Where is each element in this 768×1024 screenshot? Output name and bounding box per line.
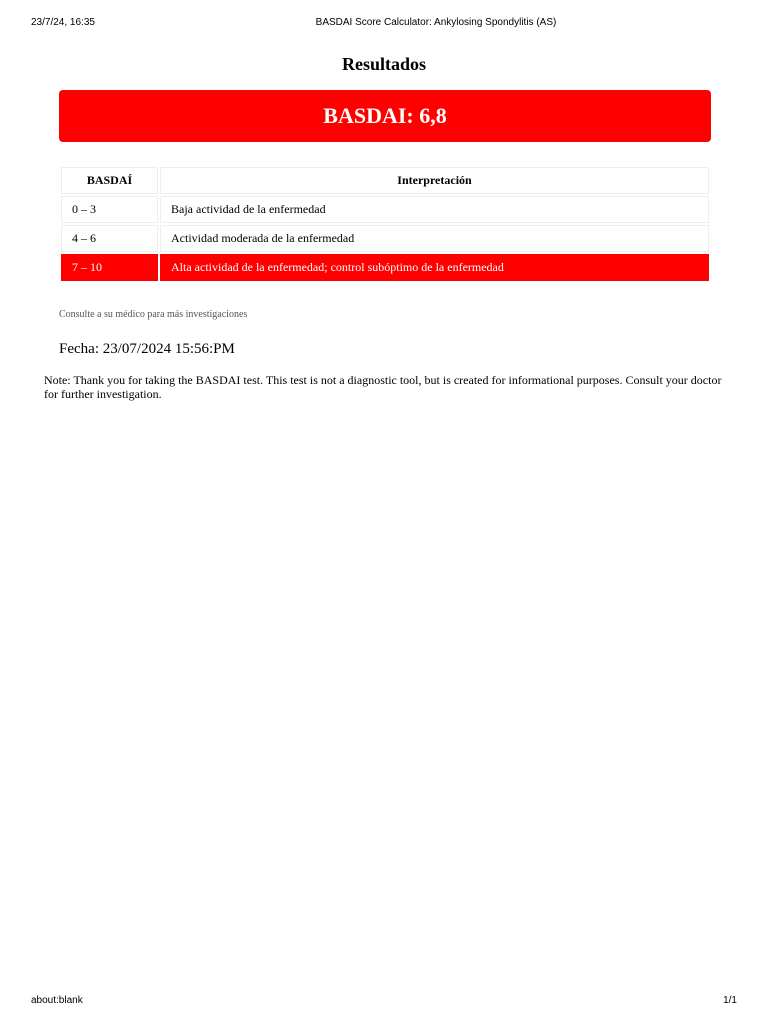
table-cell-interpretation: Actividad moderada de la enfermedad — [160, 225, 709, 252]
results-title: Resultados — [341, 54, 426, 74]
table-header-range: BASDAÍ — [61, 167, 158, 194]
interpretation-table — [59, 165, 711, 283]
note-text: Note: Thank you for taking the BASDAI test. This test is not a diagnostic tool, but is created for informational purposes. Consult your doctor for further investigation. — [44, 373, 722, 401]
score-label: BASDAI: 6,8 — [323, 103, 447, 128]
table-header-row — [61, 167, 709, 194]
print-datetime: 23/7/24, 16:35 — [31, 17, 95, 28]
advice-text: Consulte a su médico para más investigaciones — [59, 309, 248, 320]
table-cell-interpretation: Alta actividad de la enfermedad; control subóptimo de la enfermedad — [160, 254, 709, 281]
table-cell-interpretation: Baja actividad de la enfermedad — [160, 196, 709, 223]
score-banner — [59, 90, 711, 142]
table-cell-range: 7 – 10 — [61, 254, 158, 281]
table-row-highlighted — [61, 254, 709, 281]
print-page-title: BASDAI Score Calculator: Ankylosing Spondylitis (AS) — [315, 17, 557, 28]
table-cell-range: 0 – 3 — [61, 196, 158, 223]
page-number: 1/1 — [723, 995, 737, 1006]
date-line: Fecha: 23/07/2024 15:56:PM — [59, 341, 235, 357]
table-header-interpretation: Interpretación — [160, 167, 709, 194]
footer-url: about:blank — [31, 995, 83, 1006]
print-header — [0, 17, 768, 31]
table-cell-range: 4 – 6 — [61, 225, 158, 252]
table-row — [61, 196, 709, 223]
table-row — [61, 225, 709, 252]
